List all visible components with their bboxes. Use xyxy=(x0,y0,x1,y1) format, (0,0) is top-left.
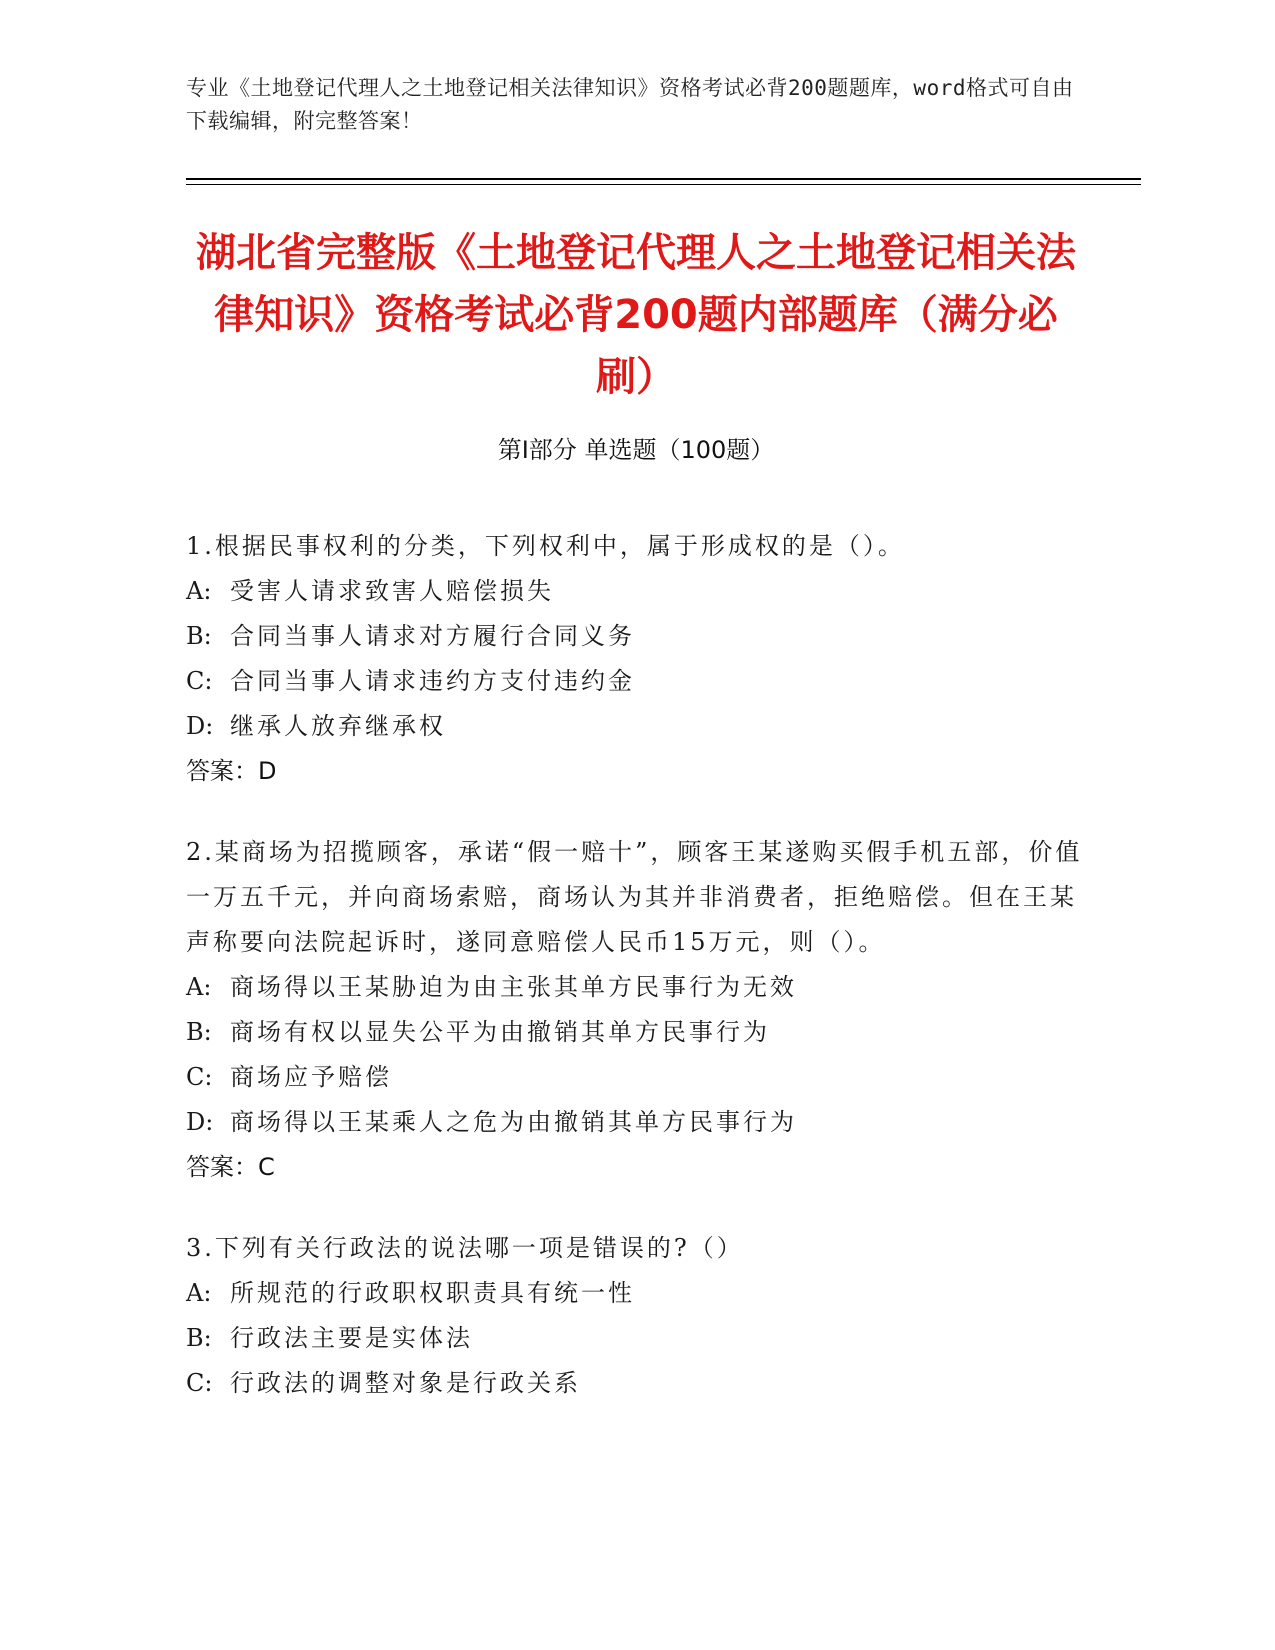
option-text: 合同当事人请求违约方支付违约金 xyxy=(230,667,635,695)
option-key: B: xyxy=(186,622,212,650)
option-c xyxy=(186,1055,1091,1100)
option-b xyxy=(186,1316,1091,1361)
section-heading: 第Ⅰ部分 单选题（100题） xyxy=(497,436,775,464)
header-rule-thick xyxy=(186,178,1141,180)
option-text: 商场得以王某乘人之危为由撤销其单方民事行为 xyxy=(230,1108,797,1136)
option-d xyxy=(186,1100,1091,1145)
question-3 xyxy=(186,1226,1091,1406)
option-key: B: xyxy=(186,1018,212,1046)
option-a xyxy=(186,1271,1091,1316)
document-title: 湖北省完整版《土地登记代理人之土地登记相关法律知识》资格考试必背200题内部题库（满分必刷） xyxy=(196,230,1076,400)
option-key: A: xyxy=(186,577,212,605)
question-text: 1.根据民事权利的分类，下列权利中，属于形成权的是（）。 xyxy=(186,532,905,560)
option-b xyxy=(186,1010,1091,1055)
option-d xyxy=(186,704,1091,749)
option-c xyxy=(186,1361,1091,1406)
option-b xyxy=(186,614,1091,659)
option-a xyxy=(186,965,1091,1010)
header-rule-thin xyxy=(186,184,1141,185)
option-key: B: xyxy=(186,1324,212,1352)
option-key: C: xyxy=(186,1063,213,1091)
option-key: D: xyxy=(186,1108,214,1136)
option-text: 商场有权以显失公平为由撤销其单方民事行为 xyxy=(230,1018,770,1046)
option-key: A: xyxy=(186,1279,212,1307)
question-text: 3.下列有关行政法的说法哪一项是错误的?（） xyxy=(186,1234,744,1262)
header-note: 专业《土地登记代理人之土地登记相关法律知识》资格考试必背200题题库，word格式可自由下载编辑，附完整答案！ xyxy=(186,76,1074,133)
option-text: 继承人放弃继承权 xyxy=(230,712,446,740)
answer-label: 答案：D xyxy=(186,757,277,785)
option-a xyxy=(186,569,1091,614)
option-key: D: xyxy=(186,712,214,740)
answer-label: 答案：C xyxy=(186,1153,275,1181)
option-key: A: xyxy=(186,973,212,1001)
option-text: 所规范的行政职权职责具有统一性 xyxy=(230,1279,635,1307)
option-text: 行政法的调整对象是行政关系 xyxy=(230,1369,581,1397)
option-key: C: xyxy=(186,1369,213,1397)
option-text: 商场得以王某胁迫为由主张其单方民事行为无效 xyxy=(230,973,797,1001)
option-text: 商场应予赔偿 xyxy=(230,1063,392,1091)
question-text: 2.某商场为招揽顾客，承诺“假一赔十”，顾客王某遂购买假手机五部，价值一万五千元，并向商场索赔，商场认为其并非消费者，拒绝赔偿。但在王某声称要向法院起诉时，遂同意赔偿人民币15万元，则（）。 xyxy=(186,838,1083,956)
option-text: 合同当事人请求对方履行合同义务 xyxy=(230,622,635,650)
option-text: 行政法主要是实体法 xyxy=(230,1324,473,1352)
question-1 xyxy=(186,524,1091,794)
option-c xyxy=(186,659,1091,704)
option-key: C: xyxy=(186,667,213,695)
question-list xyxy=(186,524,1091,1442)
question-2 xyxy=(186,830,1091,1190)
option-text: 受害人请求致害人赔偿损失 xyxy=(230,577,554,605)
